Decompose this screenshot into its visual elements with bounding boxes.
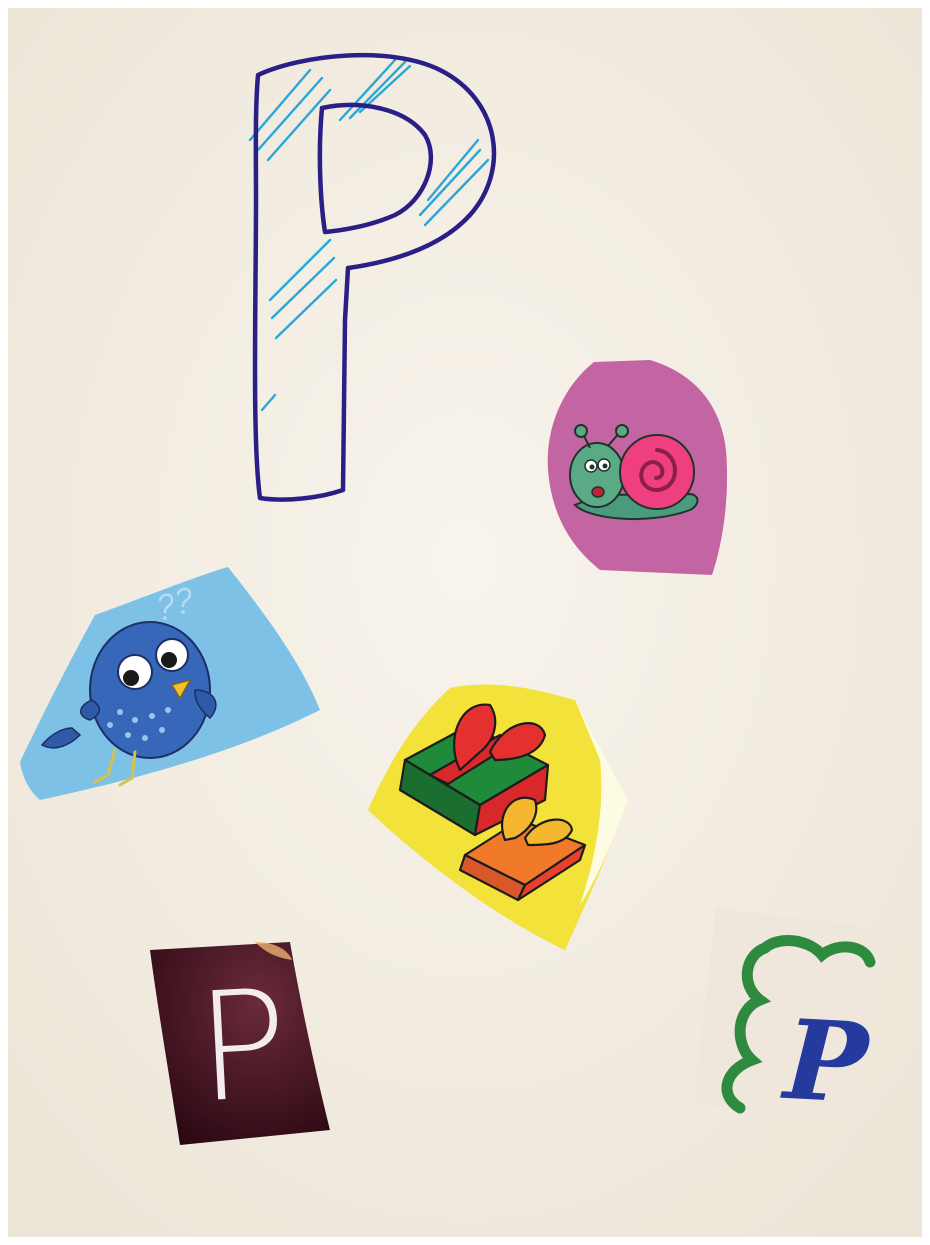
- snail-cutout: [548, 360, 727, 575]
- dark-card-letter: P: [192, 957, 293, 1137]
- light-card-letter: P: [781, 994, 871, 1129]
